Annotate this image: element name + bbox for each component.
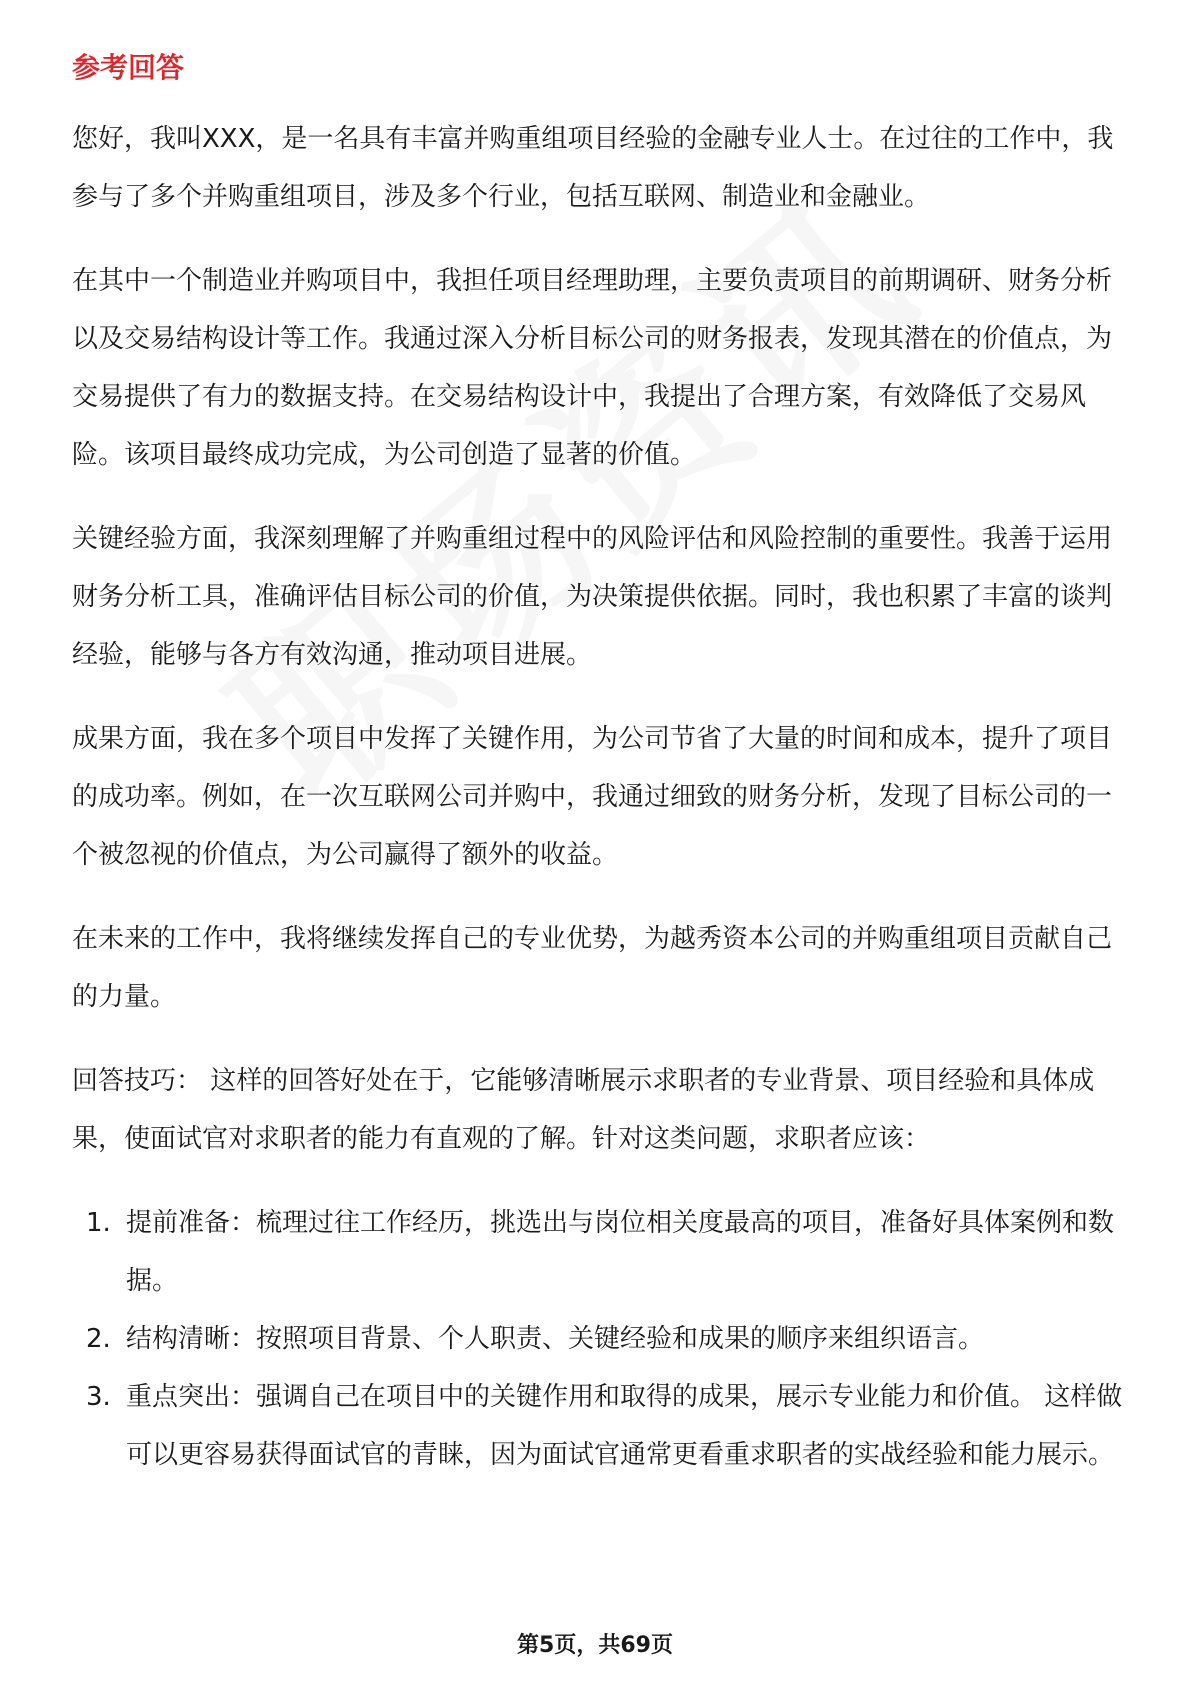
list-text: 提前准备：梳理过往工作经历，挑选出与岗位相关度最高的项目，准备好具体案例和数据。 xyxy=(126,1208,1115,1296)
answer-tips: 回答技巧： 这样的回答好处在于，它能够清晰展示求职者的专业背景、项目经验和具体成果，使面试官对求职者的能力有直观的了解。针对这类问题，求职者应该： xyxy=(72,1066,1095,1154)
document-page xyxy=(72,48,1132,1484)
list-text: 结构清晰：按照项目背景、个人职责、关键经验和成果的顺序来组织语言。 xyxy=(126,1324,985,1354)
list-item xyxy=(72,1194,1132,1310)
list-number: 2. xyxy=(86,1324,111,1354)
paragraph-results: 成果方面，我在多个项目中发挥了关键作用，为公司节省了大量的时间和成本，提升了项目的成功率。例如，在一次互联网公司并购中，我通过细致的财务分析，发现了目标公司的一个被忽视的价值点，为公司赢得了额外的收益。 xyxy=(72,724,1113,870)
paragraph-project: 在其中一个制造业并购项目中，我担任项目经理助理，主要负责项目的前期调研、财务分析以及交易结构设计等工作。我通过深入分析目标公司的财务报表，发现其潜在的价值点，为交易提供了有力的数据支持。在交易结构设计中，我提出了合理方案，有效降低了交易风险。该项目最终成功完成，为公司创造了显著的价值。 xyxy=(72,266,1113,470)
tips-list xyxy=(72,1194,1132,1484)
paragraph-future: 在未来的工作中，我将继续发挥自己的专业优势，为越秀资本公司的并购重组项目贡献自己的力量。 xyxy=(72,924,1113,1012)
section-heading: 参考回答 xyxy=(72,51,185,84)
paragraph-intro: 您好，我叫XXX，是一名具有丰富并购重组项目经验的金融专业人士。在过往的工作中，我参与了多个并购重组项目，涉及多个行业，包括互联网、制造业和金融业。 xyxy=(72,124,1114,212)
paragraph-experience: 关键经验方面，我深刻理解了并购重组过程中的风险评估和风险控制的重要性。我善于运用财务分析工具，准确评估目标公司的价值，为决策提供依据。同时，我也积累了丰富的谈判经验，能够与各方有效沟通，推动项目进展。 xyxy=(72,524,1113,670)
list-item xyxy=(72,1310,1132,1368)
list-text: 重点突出：强调自己在项目中的关键作用和取得的成果，展示专业能力和价值。 这样做可以更容易获得面试官的青睐，因为面试官通常更看重求职者的实战经验和能力展示。 xyxy=(126,1382,1123,1470)
list-item xyxy=(72,1368,1132,1484)
list-number: 3. xyxy=(86,1382,111,1412)
page-footer: 第5页，共69页 xyxy=(517,1633,673,1658)
list-number: 1. xyxy=(86,1208,111,1238)
